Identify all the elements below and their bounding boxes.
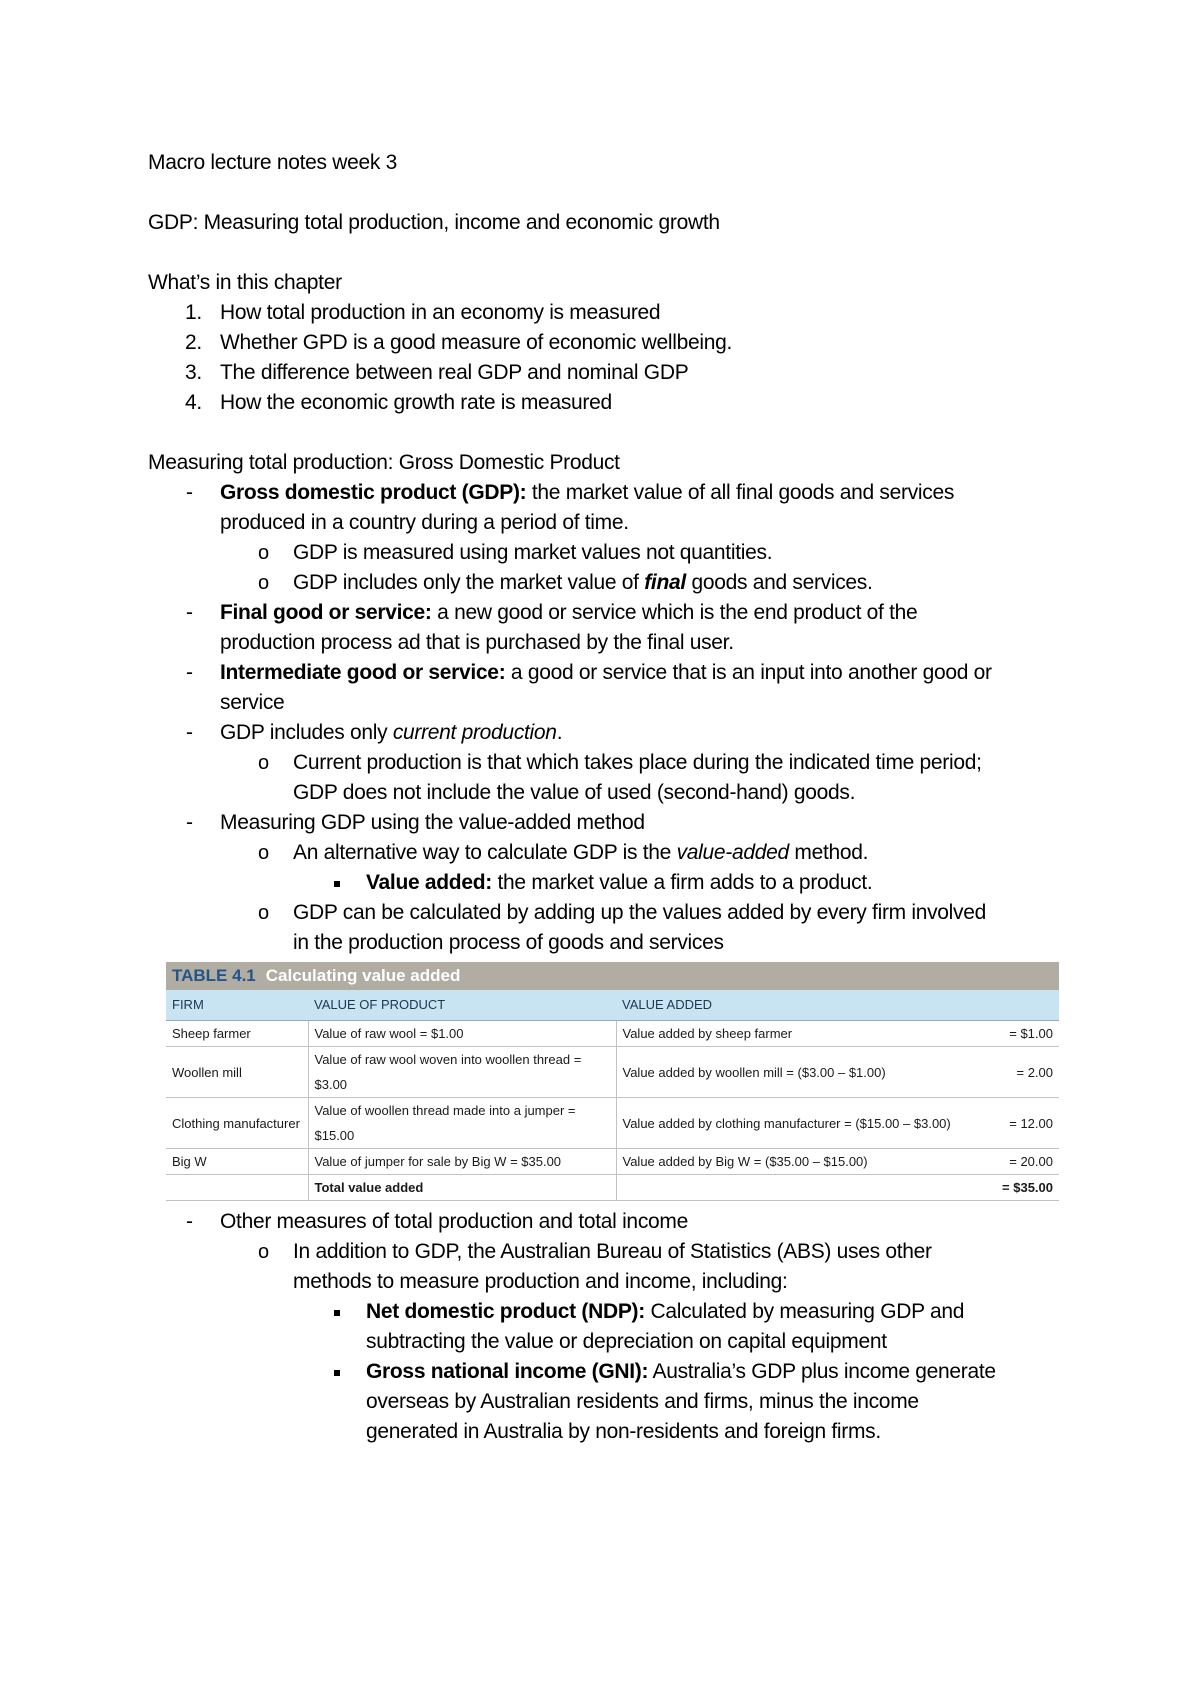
section-heading: Measuring total production: Gross Domestic Product xyxy=(148,451,620,474)
term-value-added: Value added: xyxy=(366,871,492,894)
sub-bullet: o GDP includes only the market value of final goods and services. xyxy=(148,568,1068,598)
dash-bullet-icon: - xyxy=(186,481,193,504)
document-subtitle: GDP: Measuring total production, income and economic growth xyxy=(148,211,720,234)
term-final-good: Final good or service: xyxy=(220,601,432,624)
document-page xyxy=(148,148,1068,1447)
bullet-final-good: - Final good or service: a new good or service which is the end product of the production process ad that is purchased by the final user. xyxy=(148,598,1068,658)
term-ndp: Net domestic product (NDP): xyxy=(366,1300,645,1323)
table-number: TABLE 4.1 xyxy=(172,966,256,985)
sub-bullet: o In addition to GDP, the Australian Bureau of Statistics (ABS) uses other methods to measure production and income, including: xyxy=(148,1237,1068,1297)
chapter-list xyxy=(148,298,1068,418)
list-item: 3. The difference between real GDP and nominal GDP xyxy=(185,361,689,384)
circle-bullet-icon: o xyxy=(258,572,269,594)
square-bullet-icon xyxy=(334,881,340,887)
list-item: 4. How the economic growth rate is measured xyxy=(185,391,612,414)
dash-bullet-icon: - xyxy=(186,661,193,684)
sub-bullet: o An alternative way to calculate GDP is the value-added method. xyxy=(148,838,1068,868)
total-label: Total value added xyxy=(308,1175,616,1201)
circle-bullet-icon: o xyxy=(258,542,269,564)
term-gni: Gross national income (GNI): xyxy=(366,1360,649,1383)
circle-bullet-icon: o xyxy=(258,902,269,924)
table-caption xyxy=(166,962,1059,990)
bullet-other-measures: - Other measures of total production and total income xyxy=(148,1207,1068,1237)
sub-bullet: o Current production is that which takes place during the indicated time period; GDP does not include the value of used (second-hand) goods. xyxy=(148,748,1068,808)
table-header-row xyxy=(166,990,1059,1021)
table xyxy=(166,990,1059,1201)
total-amount: = $35.00 xyxy=(977,1175,1059,1201)
list-item: 1. How total production in an economy is measured xyxy=(185,301,661,324)
square-bullet-icon xyxy=(334,1310,340,1316)
dash-bullet-icon: - xyxy=(186,721,193,744)
table-row: Sheep farmer Value of raw wool = $1.00 Value added by sheep farmer = $1.00 xyxy=(166,1021,1059,1047)
square-bullet-icon xyxy=(334,1370,340,1376)
term-intermediate-good: Intermediate good or service: xyxy=(220,661,506,684)
table-row: Big W Value of jumper for sale by Big W = $35.00 Value added by Big W = ($35.00 – $15.00) = 20.00 xyxy=(166,1149,1059,1175)
table-row: Woollen mill Value of raw wool woven into woollen thread = $3.00 Value added by woollen mill = ($3.00 – $1.00) = 2.00 xyxy=(166,1047,1059,1098)
table-row: Clothing manufacturer Value of woollen thread made into a jumper = $15.00 Value added by clothing manufacturer = ($15.00 – $3.00) = 12.00 xyxy=(166,1098,1059,1149)
sub-sub-bullet: Value added: the market value a firm adds to a product. xyxy=(148,868,1068,898)
document-title: Macro lecture notes week 3 xyxy=(148,151,397,174)
column-header-value-added: VALUE ADDED xyxy=(616,990,1059,1021)
table-total-row xyxy=(166,1175,1059,1201)
bullet-intermediate-good: - Intermediate good or service: a good or service that is an input into another good or service xyxy=(148,658,1068,718)
circle-bullet-icon: o xyxy=(258,1241,269,1263)
circle-bullet-icon: o xyxy=(258,752,269,774)
column-header-firm: FIRM xyxy=(166,990,308,1021)
term-gdp: Gross domestic product (GDP): xyxy=(220,481,527,504)
table-title: Calculating value added xyxy=(265,966,461,985)
circle-bullet-icon: o xyxy=(258,842,269,864)
dash-bullet-icon: - xyxy=(186,811,193,834)
sub-bullet: o GDP is measured using market values not quantities. xyxy=(148,538,1068,568)
column-header-value-of-product: VALUE OF PRODUCT xyxy=(308,990,616,1021)
list-item: 2. Whether GPD is a good measure of economic wellbeing. xyxy=(185,331,732,354)
bullet-current-production: - GDP includes only current production. xyxy=(148,718,1068,748)
dash-bullet-icon: - xyxy=(186,1210,193,1233)
chapter-heading: What’s in this chapter xyxy=(148,271,342,294)
bullet-value-added-method: - Measuring GDP using the value-added method xyxy=(148,808,1068,838)
dash-bullet-icon: - xyxy=(186,601,193,624)
sub-bullet: o GDP can be calculated by adding up the values added by every firm involved in the production process of goods and services xyxy=(148,898,1068,958)
sub-sub-bullet-gni: Gross national income (GNI): Australia’s GDP plus income generate overseas by Australian residents and firms, minus the income generated in Australia by non-residents and foreign firms. xyxy=(148,1357,1068,1447)
sub-sub-bullet-ndp: Net domestic product (NDP): Calculated by measuring GDP and subtracting the value or depreciation on capital equipment xyxy=(148,1297,1068,1357)
value-added-table xyxy=(166,962,1059,1201)
bullet-gdp-definition: - Gross domestic product (GDP): the market value of all final goods and services produced in a country during a period of time. xyxy=(148,478,1068,538)
